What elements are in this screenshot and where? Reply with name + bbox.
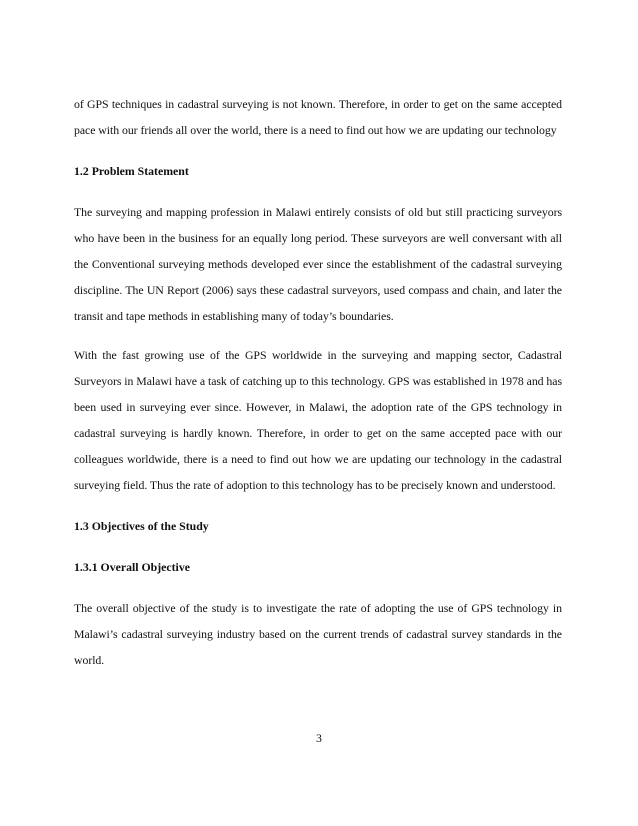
intro-paragraph: of GPS techniques in cadastral surveying is not known. Therefore, in order to get on the same accepted pace with our friends all over the world, there is a need to find out how we are updating our technology bbox=[74, 97, 562, 137]
problem-statement-paragraph-1: The surveying and mapping profession in Malawi entirely consists of old but still practicing surveyors who have been in the business for an equally long period. These surveyors are well conversant with all the Conventional surveying methods developed ever since the establishment of the cadastral surveying discipline. The UN Report (2006) says these cadastral surveyors, used compass and chain, and later the transit and tape methods in establishing many of today’s boundaries. bbox=[74, 205, 562, 323]
section-heading-problem-statement: 1.2 Problem Statement bbox=[74, 164, 189, 178]
document-page bbox=[74, 91, 562, 673]
subsection-heading-overall-objective: 1.3.1 Overall Objective bbox=[74, 560, 190, 574]
problem-statement-paragraph-2: With the fast growing use of the GPS worldwide in the surveying and mapping sector, Cadastral Surveyors in Malawi have a task of catching up to this technology. GPS was established in 1978 and has been used in surveying ever since. However, in Malawi, the adoption rate of the GPS technology in cadastral surveying is hardly known. Therefore, in order to get on the same accepted pace with our colleagues worldwide, there is a need to find out how we are updating our technology in the cadastral surveying field. Thus the rate of adoption to this technology has to be precisely known and understood. bbox=[74, 348, 562, 492]
page-number: 3 bbox=[316, 731, 322, 745]
section-heading-objectives: 1.3 Objectives of the Study bbox=[74, 519, 209, 533]
overall-objective-paragraph: The overall objective of the study is to investigate the rate of adopting the use of GPS technology in Malawi’s cadastral surveying industry based on the current trends of cadastral survey standards in the world. bbox=[74, 601, 562, 667]
